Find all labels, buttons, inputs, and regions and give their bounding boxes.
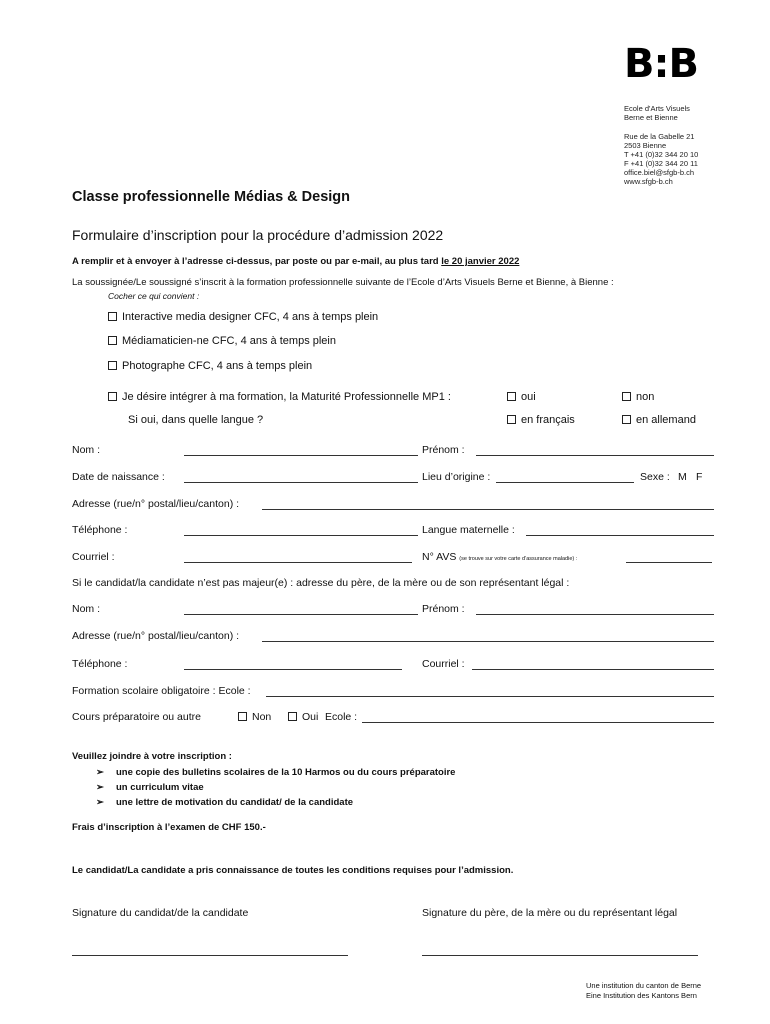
formation-field[interactable] (266, 696, 714, 697)
mp1-language-question: Si oui, dans quelle langue ? (128, 414, 264, 426)
attachments-heading: Veuillez joindre à votre inscription : (72, 751, 232, 762)
prenom-field[interactable] (476, 455, 714, 456)
langue-field[interactable] (526, 535, 714, 536)
minor-note: Si le candidat/la candidate n’est pas majeur(e) : adresse du père, de la mère ou de son représentant légal : (72, 577, 570, 589)
guardian-prenom-label: Prénom : (422, 603, 465, 615)
avs-field[interactable] (626, 562, 712, 563)
intro-text: La soussignée/Le soussigné s’inscrit à la formation professionnelle suivante de l’Ecole d’Arts Visuels Berne et Bienne, à Bienne : (72, 277, 614, 288)
langue-label: Langue maternelle : (422, 524, 515, 536)
signature-candidate-label: Signature du candidat/de la candidate (72, 907, 249, 919)
checkbox[interactable] (622, 392, 631, 401)
instruction-text: A remplir et à envoyer à l’adresse ci-dessus, par poste ou par e-mail, au plus tard (72, 256, 439, 267)
telephone-label: Téléphone : (72, 524, 128, 536)
guardian-adresse-label: Adresse (rue/n° postal/lieu/canton) : (72, 630, 240, 642)
school-website[interactable]: www.sfgb-b.ch (624, 177, 673, 186)
deadline: le 20 janvier 2022 (441, 256, 520, 267)
arrow-bullet-icon: ➢ (96, 797, 104, 808)
footer-line2: Eine Institution des Kantons Bern (586, 991, 697, 1000)
cours-oui-option[interactable] (288, 711, 318, 723)
guardian-nom-label: Nom : (72, 603, 101, 615)
signature-guardian-field[interactable] (422, 955, 698, 956)
option-label: Interactive media designer CFC, 4 ans à temps plein (122, 311, 379, 323)
option-photographe[interactable] (108, 360, 312, 372)
send-instruction (72, 256, 519, 267)
cours-ecole-field[interactable] (362, 722, 714, 723)
guardian-courriel-label: Courriel : (422, 658, 465, 670)
guardian-nom-field[interactable] (184, 614, 418, 615)
form-subtitle: Formulaire d’inscription pour la procédure d’admission 2022 (72, 227, 444, 243)
mp1-french-label: en français (521, 414, 575, 426)
date-naissance-label: Date de naissance : (72, 471, 165, 483)
adresse-field[interactable] (262, 509, 714, 510)
attachment-item (96, 797, 353, 808)
option-label: Médiamaticien-ne CFC, 4 ans à temps plein (122, 335, 336, 347)
cours-ecole-label: Ecole : (325, 711, 358, 723)
signature-guardian-label: Signature du père, de la mère ou du représentant légal (422, 907, 678, 919)
option-label: Photographe CFC, 4 ans à temps plein (122, 360, 313, 372)
intro-hint: Cocher ce qui convient : (108, 291, 200, 301)
mp1-yes-label: oui (521, 391, 536, 403)
courriel-field[interactable] (184, 562, 412, 563)
acknowledgement: Le candidat/La candidate a pris connaissance de toutes les conditions requises pour l’admission. (72, 865, 514, 876)
school-fax: F +41 (0)32 344 20 11 (624, 159, 698, 168)
checkbox[interactable] (507, 415, 516, 424)
checkbox[interactable] (108, 336, 117, 345)
school-city: 2503 Bienne (624, 141, 667, 150)
guardian-prenom-field[interactable] (476, 614, 714, 615)
school-email[interactable]: office.biel@sfgb-b.ch (624, 168, 695, 177)
checkbox[interactable] (108, 392, 117, 401)
attachment-text: un curriculum vitae (116, 782, 204, 793)
mp1-yes[interactable] (507, 391, 536, 403)
date-naissance-field[interactable] (184, 482, 418, 483)
checkbox[interactable] (108, 312, 117, 321)
telephone-field[interactable] (184, 535, 418, 536)
nom-label: Nom : (72, 444, 101, 456)
checkbox[interactable] (238, 712, 247, 721)
mp1-no[interactable] (622, 391, 654, 403)
avs-hint: (se trouve sur votre carte d’assurance maladie) : (459, 556, 578, 562)
arrow-bullet-icon: ➢ (96, 767, 104, 778)
guardian-courriel-field[interactable] (472, 669, 714, 670)
option-interactive-media[interactable] (108, 311, 378, 323)
option-mediamaticien[interactable] (108, 335, 336, 347)
courriel-label: Courriel : (72, 551, 115, 563)
school-name-line1: Ecole d'Arts Visuels (624, 104, 690, 113)
attachment-text: une copie des bulletins scolaires de la 10 Harmos ou du cours préparatoire (116, 767, 456, 778)
arrow-bullet-icon: ➢ (96, 782, 104, 793)
cours-non-option[interactable] (238, 711, 271, 723)
school-street: Rue de la Gabelle 21 (624, 132, 695, 141)
lieu-origine-field[interactable] (496, 482, 634, 483)
cours-label: Cours préparatoire ou autre (72, 711, 201, 723)
sexe-label: Sexe : (640, 471, 670, 483)
avs-label (422, 551, 577, 563)
mp1-french[interactable] (507, 414, 575, 426)
avs-text: N° AVS (422, 551, 457, 563)
attachment-item (96, 782, 204, 793)
mp1-label: Je désire intégrer à ma formation, la Maturité Professionnelle MP1 : (122, 391, 451, 403)
fee-note: Frais d’inscription à l’examen de CHF 150.- (72, 822, 266, 833)
attachment-text: une lettre de motivation du candidat/ de la candidate (116, 797, 354, 808)
formation-label: Formation scolaire obligatoire : Ecole : (72, 685, 251, 697)
nom-field[interactable] (184, 455, 418, 456)
school-name-line2: Berne et Bienne (624, 113, 678, 122)
mp1-question (108, 391, 451, 403)
checkbox[interactable] (288, 712, 297, 721)
guardian-adresse-field[interactable] (262, 641, 714, 642)
checkbox[interactable] (622, 415, 631, 424)
sexe-m-option[interactable]: M (678, 471, 687, 483)
page-title: Classe professionnelle Médias & Design (72, 189, 351, 205)
footer-line1: Une institution du canton de Berne (586, 981, 702, 990)
guardian-telephone-field[interactable] (184, 669, 402, 670)
lieu-origine-label: Lieu d’origine : (422, 471, 491, 483)
mp1-german-label: en allemand (636, 414, 696, 426)
school-phone: T +41 (0)32 344 20 10 (624, 150, 699, 159)
prenom-label: Prénom : (422, 444, 465, 456)
cours-non-label: Non (252, 711, 272, 723)
attachment-item (96, 767, 455, 778)
signature-candidate-field[interactable] (72, 955, 348, 956)
school-logo: B:B (624, 41, 698, 87)
cours-oui-label: Oui (302, 711, 319, 723)
checkbox[interactable] (507, 392, 516, 401)
mp1-german[interactable] (622, 414, 696, 426)
adresse-label: Adresse (rue/n° postal/lieu/canton) : (72, 498, 240, 510)
mp1-no-label: non (636, 391, 655, 403)
guardian-telephone-label: Téléphone : (72, 658, 128, 670)
checkbox[interactable] (108, 361, 117, 370)
sexe-f-option[interactable]: F (696, 471, 703, 483)
